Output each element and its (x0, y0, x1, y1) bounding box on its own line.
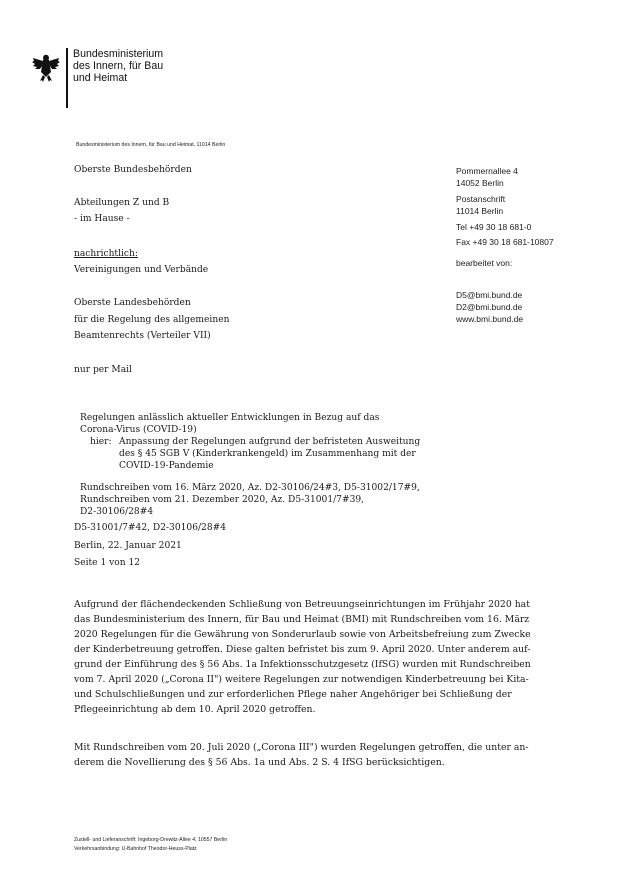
recipient-line: - im Hause - (74, 214, 130, 224)
subject-line: Regelungen anlässlich aktueller Entwicklungen in Bezug auf das (80, 413, 380, 423)
subject-hier-line: COVID-19-Pandemie (119, 461, 214, 471)
letter-date: Berlin, 22. Januar 2021 (74, 541, 182, 551)
body-line: 2020 Regelungen für die Gewährung von Sonderurlaub sowie von Arbeitsbefreiung zum Zwecke (74, 629, 531, 640)
contact-postal-label: Postanschrift (456, 194, 506, 204)
recipient-line: Abteilungen Z und B (74, 198, 170, 208)
body-line: und Schulschließungen und zur erforderlichen Pflege naher Angehöriger bei Schließung der (74, 689, 512, 700)
body-line: der Kinderbetreuung getroffen. Diese galten befristet bis zum 9. April 2020. Unter anderem auf- (74, 644, 531, 655)
reference-line: Rundschreiben vom 21. Dezember 2020, Az. D5-31001/7#39, (80, 495, 365, 505)
contact-tel: Tel +49 30 18 681-0 (456, 222, 532, 232)
subject-line: Corona-Virus (COVID-19) (80, 425, 197, 435)
page-count: Seite 1 von 12 (74, 558, 141, 568)
contact-bearbeitet: bearbeitet von: (456, 258, 513, 268)
footer-delivery-address: Zustell- und Lieferanschrift: Ingeborg-Drewitz-Allee 4, 10557 Berlin (74, 837, 228, 843)
ministry-name (73, 48, 163, 84)
nachrichtlich-label: nachrichtlich: (74, 249, 138, 259)
contact-city: 14052 Berlin (456, 178, 504, 188)
body-line: vom 7. April 2020 („Corona II") weitere Regelungen zur notwendigen Kinderbetreuung bei Kita- (74, 674, 529, 685)
subject-hier-line: Anpassung der Regelungen aufgrund der befristeten Ausweitung (119, 437, 421, 447)
reference-line: Rundschreiben vom 16. März 2020, Az. D2-30106/24#3, D5-31002/17#9, (80, 483, 420, 493)
body-paragraph-1 (74, 597, 552, 717)
contact-street: Pommernallee 4 (456, 166, 518, 176)
ministry-line: und Heimat (73, 72, 128, 84)
recipient-line: Beamtenrechts (Verteiler VII) (74, 331, 211, 341)
subject-hier-label: hier: (90, 437, 112, 447)
sender-line: Bundesministerium des Innern, für Bau und Heimat, 11014 Berlin (76, 142, 226, 148)
body-paragraph-2 (74, 740, 552, 770)
federal-eagle-logo (32, 50, 60, 88)
footer-transport: Verkehrsanbindung: U-Bahnhof Theodor-Heuss-Platz (74, 846, 197, 852)
body-line: Aufgrund der flächendeckenden Schließung von Betreuungseinrichtungen im Frühjahr 2020 hat (74, 599, 530, 610)
file-reference: D5-31001/7#42, D2-30106/28#4 (74, 523, 227, 533)
letterhead-divider (66, 48, 68, 108)
body-line: derem die Novellierung des § 56 Abs. 1a und Abs. 2 S. 4 IfSG berücksichtigen. (74, 757, 445, 768)
recipient-line: Vereinigungen und Verbände (74, 265, 209, 275)
recipient-line: Oberste Bundesbehörden (74, 165, 192, 175)
reference-line: D2-30106/28#4 (80, 507, 154, 517)
contact-email-d5[interactable]: D5@bmi.bund.de (456, 290, 523, 300)
subject-hier-line: des § 45 SGB V (Kinderkrankengeld) im Zusammenhang mit der (119, 449, 416, 459)
contact-fax: Fax +49 30 18 681-10807 (456, 237, 554, 247)
recipient-line: Oberste Landesbehörden (74, 298, 191, 308)
ministry-line: Bundesministerium (73, 48, 164, 60)
recipient-line: für die Regelung des allgemeinen (74, 315, 230, 325)
body-line: Pflegeeinrichtung ab dem 10. April 2020 getroffen. (74, 704, 316, 715)
contact-postal: 11014 Berlin (456, 206, 504, 216)
ministry-line: des Innern, für Bau (73, 60, 164, 72)
contact-email-d2[interactable]: D2@bmi.bund.de (456, 302, 523, 312)
body-line: das Bundesministerium des Innern, für Bau und Heimat (BMI) mit Rundschreiben vom 16. März (74, 614, 530, 625)
body-line: grund der Einführung des § 56 Abs. 1a Infektionsschutzgesetz (IfSG) wurden mit Rundschreiben (74, 659, 531, 670)
body-line: Mit Rundschreiben vom 20. Juli 2020 („Corona III") wurden Regelungen getroffen, die unter an- (74, 742, 529, 753)
delivery-note: nur per Mail (74, 365, 132, 375)
contact-website[interactable]: www.bmi.bund.de (456, 314, 524, 324)
